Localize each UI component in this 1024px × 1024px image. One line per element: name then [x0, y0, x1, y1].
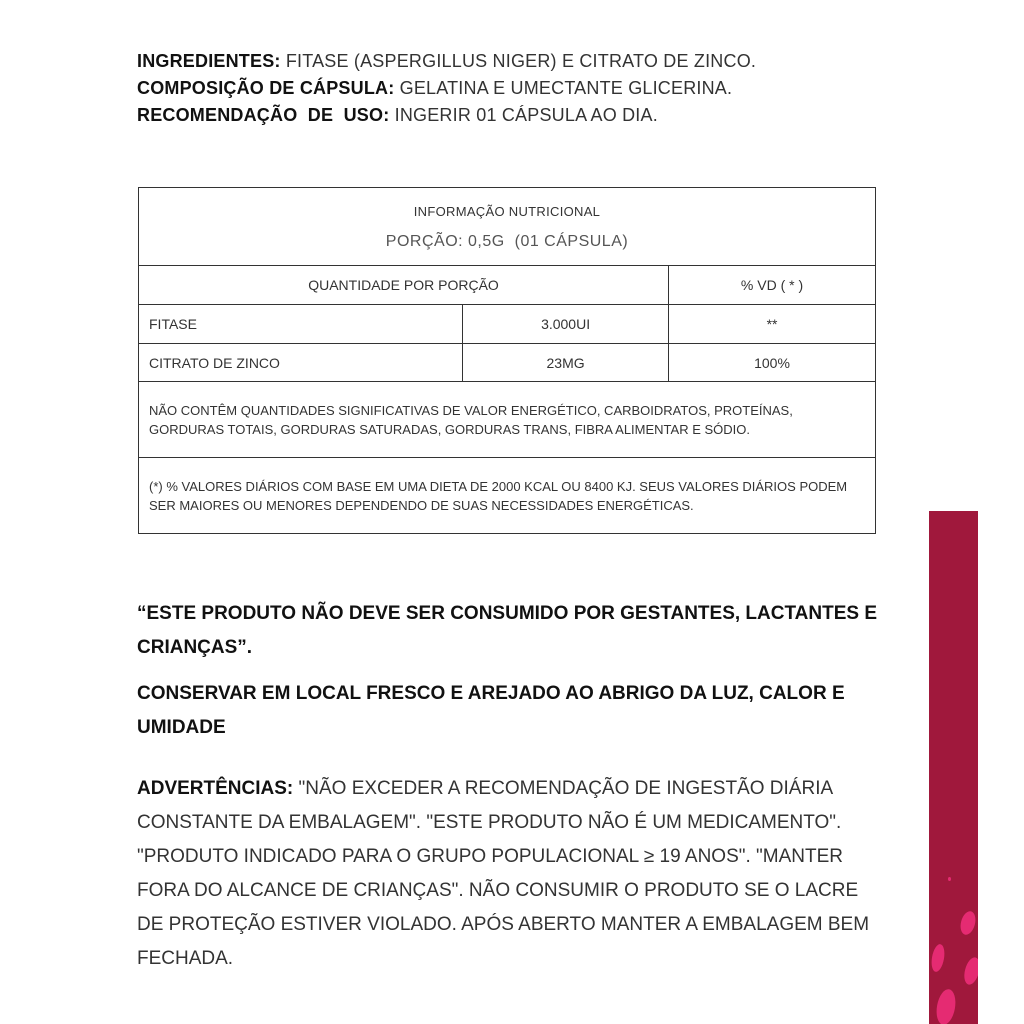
- ingredients-line: [137, 48, 897, 75]
- daily-values-footnote: (*) % VALORES DIÁRIOS COM BASE EM UMA DIETA DE 2000 KCAL OU 8400 KJ. SEUS VALORES DIÁRIOS PODEM SER MAIORES OU MENORES DEPENDENDO DE SUAS NECESSIDADES ENERGÉTICAS.: [139, 458, 876, 534]
- capsule-label: COMPOSIÇÃO DE CÁPSULA:: [137, 78, 395, 98]
- nutrition-title: INFORMAÇÃO NUTRICIONAL: [413, 203, 601, 219]
- capsule-value: GELATINA E UMECTANTE GLICERINA.: [399, 78, 733, 98]
- decorative-dot: [934, 988, 958, 1024]
- table-row: [139, 304, 876, 343]
- insignificant-amounts-note: NÃO CONTÊM QUANTIDADES SIGNIFICATIVAS DE VALOR ENERGÉTICO, CARBOIDRATOS, PROTEÍNAS, GORDURAS TOTAIS, GORDURAS SATURADAS, GORDURAS TRANS, FIBRA ALIMENTAR E SÓDIO.: [139, 382, 876, 458]
- nutrient-amount: 3.000UI: [463, 304, 669, 343]
- capsule-line: [137, 75, 897, 102]
- daily-values-footnote-row: [139, 458, 876, 534]
- decorative-side-bar: [929, 511, 978, 1024]
- usage-value: INGERIR 01 CÁPSULA AO DIA.: [394, 105, 658, 125]
- nutrient-vd: **: [669, 304, 876, 343]
- nutrient-name: CITRATO DE ZINCO: [139, 343, 463, 382]
- insignificant-amounts-row: [139, 382, 876, 458]
- nutrient-amount: 23MG: [463, 343, 669, 382]
- nutrition-table: [138, 187, 876, 534]
- quantity-header-row: [139, 265, 876, 304]
- qty-per-portion-header: QUANTIDADE POR PORÇÃO: [139, 265, 669, 304]
- table-row: [139, 343, 876, 382]
- usage-line: [137, 102, 897, 129]
- nutrition-table-header: [139, 188, 876, 266]
- advertencias-text: "NÃO EXCEDER A RECOMENDAÇÃO DE INGESTÃO DIÁRIA CONSTANTE DA EMBALAGEM". "ESTE PRODUTO NÃO É UM MEDICAMENTO". "PRODUTO INDICADO PARA O GRUPO POPULACIONAL ≥ 19 ANOS". "MANTER FORA DO ALCANCE DE CRIANÇAS". NÃO CONSUMIR O PRODUTO SE O LACRE DE PROTEÇÃO ESTIVER VIOLADO. APÓS ABERTO MANTER A EMBALAGEM BEM FECHADA.: [137, 778, 870, 969]
- nutrient-vd: 100%: [669, 343, 876, 382]
- usage-label: RECOMENDAÇÃO DE USO:: [137, 105, 390, 125]
- ingredients-label: INGREDIENTES:: [137, 51, 281, 71]
- decorative-dot: [958, 910, 978, 937]
- vd-header: % VD ( * ): [669, 265, 876, 304]
- decorative-dot: [930, 943, 947, 973]
- advertencias-label: ADVERTÊNCIAS:: [137, 778, 294, 799]
- decorative-dot: [962, 956, 978, 987]
- advertencias-paragraph: [137, 772, 877, 976]
- portion-size: PORÇÃO: 0,5G (01 CÁPSULA): [385, 232, 629, 250]
- nutrient-name: FITASE: [139, 304, 463, 343]
- storage-instructions: CONSERVAR EM LOCAL FRESCO E AREJADO AO ABRIGO DA LUZ, CALOR E UMIDADE: [137, 683, 845, 738]
- warnings-block: [137, 597, 897, 757]
- decorative-dot: [948, 877, 951, 881]
- ingredients-value: FITASE (ASPERGILLUS NIGER) E CITRATO DE ZINCO.: [285, 51, 757, 71]
- ingredients-block: [137, 48, 897, 129]
- consumption-warning: “ESTE PRODUTO NÃO DEVE SER CONSUMIDO POR GESTANTES, LACTANTES E CRIANÇAS”.: [137, 603, 878, 658]
